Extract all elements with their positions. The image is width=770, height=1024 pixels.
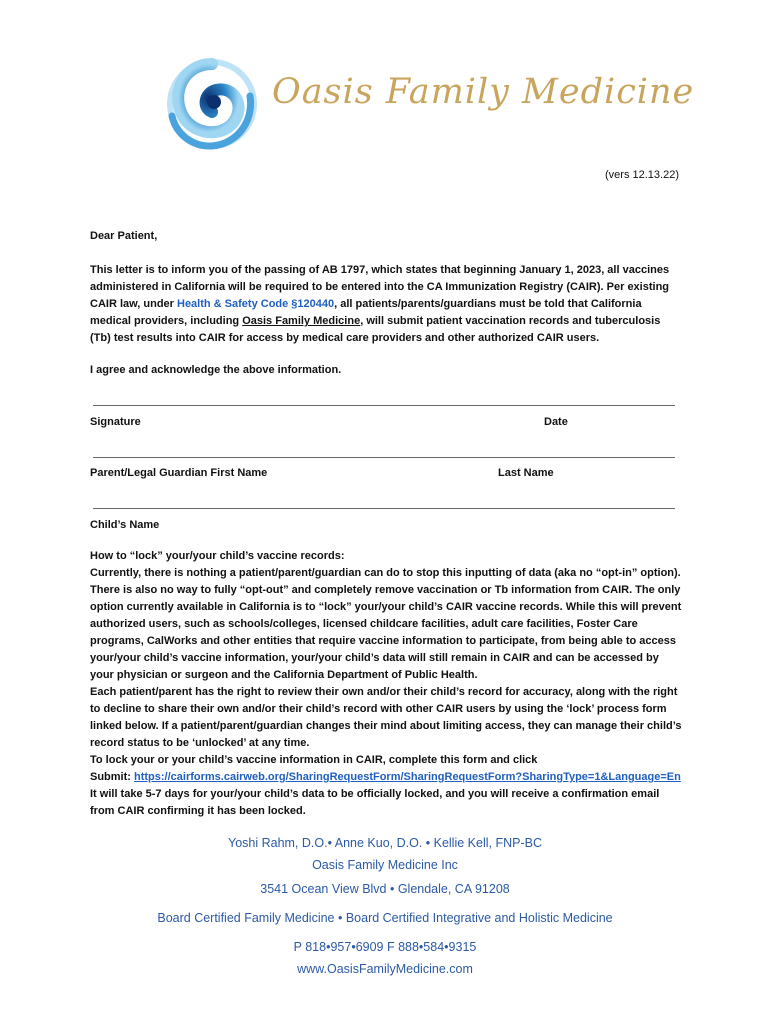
lock-submit-line	[90, 769, 685, 786]
guardian-first-name-label: Parent/Legal Guardian First Name	[90, 467, 268, 479]
footer-website[interactable]: www.OasisFamilyMedicine.com	[297, 962, 473, 976]
lock-paragraph-2: Each patient/parent has the right to review their own and/or their child’s record for accuracy, along with the right to decline to share their own and/or their child’s record with other CAIR users by using the ‘lock’ process form linked below. If a patient/parent/guardian changes their mind about limiting access, they can manage their child’s record status to be ‘unlocked’ at any time.	[90, 686, 682, 749]
intro-text-1: This letter is to inform you of the passing of AB 1797, which states that beginning January 1, 2023, all vaccines administered in California will be required to be entered into the CA Immunization Registry (CAIR). Per existing CAIR law, under	[90, 264, 670, 310]
intro-text-3: , will submit patient vaccination records and tuberculosis (Tb) test results into CAIR for access by medical care providers and other authorized CAIR users.	[90, 315, 661, 344]
guardian-name-line[interactable]	[93, 457, 675, 458]
swirl-logo-icon	[162, 56, 272, 156]
intro-paragraph	[90, 262, 680, 347]
date-label: Date	[544, 416, 568, 428]
practice-name: Oasis Family Medicine	[242, 315, 361, 327]
agreement-statement: I agree and acknowledge the above information.	[90, 364, 342, 376]
footer-phone-fax: P 818•957•6909 F 888•584•9315	[293, 940, 477, 954]
lock-paragraph-3-intro: To lock your or your child’s vaccine information in CAIR, complete this form and click	[90, 754, 538, 766]
signature-line[interactable]	[93, 405, 675, 406]
health-safety-code-link[interactable]: Health & Safety Code §120440	[177, 298, 335, 310]
last-name-label: Last Name	[498, 467, 554, 479]
lock-paragraph-3-end: It will take 5-7 days for your/your child’s data to be officially locked, and you will receive a confirmation email from CAIR confirming it has been locked.	[90, 788, 660, 817]
cair-form-link[interactable]: https://cairforms.cairweb.org/SharingRequestForm/SharingRequestForm?SharingType=1&Language=En	[134, 771, 681, 783]
lock-instructions	[90, 548, 685, 820]
greeting: Dear Patient,	[90, 230, 158, 242]
signature-label: Signature	[90, 416, 141, 428]
child-name-label: Child’s Name	[90, 519, 160, 531]
lock-heading: How to “lock” your/your child’s vaccine records:	[90, 550, 345, 562]
submit-label: Submit:	[90, 771, 134, 783]
footer-address: 3541 Ocean View Blvd • Glendale, CA 91208	[260, 882, 510, 896]
footer-company: Oasis Family Medicine Inc	[312, 858, 458, 872]
lock-paragraph-1: Currently, there is nothing a patient/parent/guardian can do to stop this inputting of data (aka no “opt-in” option). There is also no way to fully “opt-out” and completely remove vaccination or Tb information from CAIR. The only option currently available in California is to “lock” your/your child’s CAIR vaccine records. While this will prevent authorized users, such as schools/colleges, licensed childcare facilities, adult care facilities, Foster Care programs, CalWorks and other entities that require vaccine information to participate, from being able to access your/your child’s vaccine information, your/your child’s data will still remain in CAIR and can be accessed by your physician or surgeon and the California Department of Public Health.	[90, 567, 682, 681]
footer-providers: Yoshi Rahm, D.O.• Anne Kuo, D.O. • Kellie Kell, FNP-BC	[228, 836, 542, 850]
intro-text-2: , all patients/parents/guardians must be told that California medical providers, including	[90, 298, 642, 327]
brand-name: Oasis Family Medicine	[272, 72, 695, 112]
child-name-line[interactable]	[93, 508, 675, 509]
version-label: (vers 12.13.22)	[605, 169, 679, 181]
footer-certification: Board Certified Family Medicine • Board Certified Integrative and Holistic Medicine	[157, 911, 613, 925]
